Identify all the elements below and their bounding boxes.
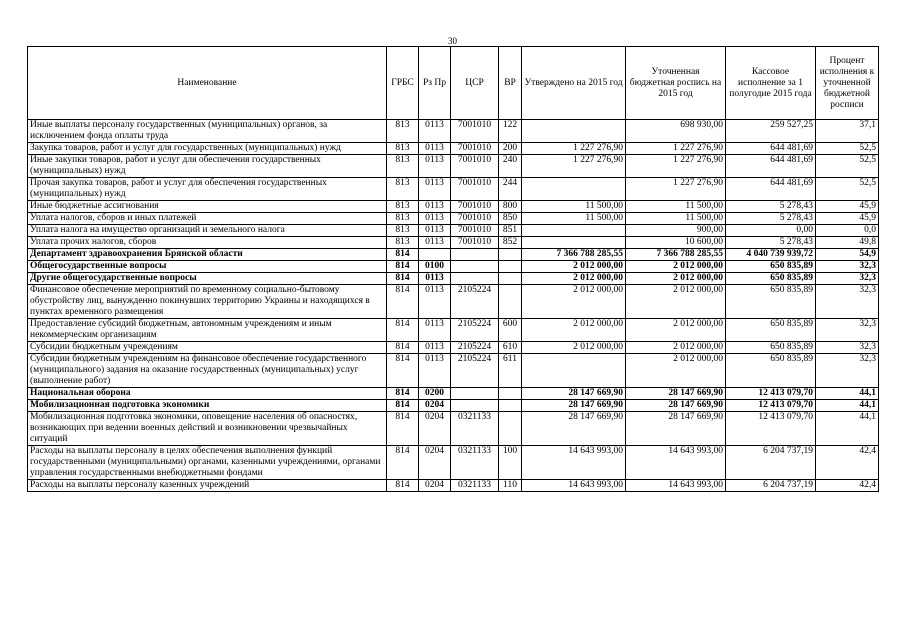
cell-refined: 1 227 276,90 — [626, 143, 726, 155]
cell-percent: 54,9 — [816, 249, 879, 261]
cell-name: Мобилизационная подготовка экономики, оповещение населения об опасностях, возникающих при ведении военных действий и возникновении чрезвычайных ситуаций — [28, 412, 387, 446]
cell-percent: 45,9 — [816, 201, 879, 213]
cell-vr — [499, 249, 522, 261]
header-rzpr: Рз Пр — [419, 47, 451, 120]
table-row — [28, 446, 879, 480]
cell-approved: 7 366 788 285,55 — [522, 249, 626, 261]
cell-refined: 2 012 000,00 — [626, 285, 726, 319]
cell-csr — [451, 388, 499, 400]
cell-vr: 110 — [499, 480, 522, 492]
cell-vr — [499, 400, 522, 412]
cell-refined: 2 012 000,00 — [626, 354, 726, 388]
cell-csr: 7001010 — [451, 120, 499, 143]
table-row — [28, 480, 879, 492]
cell-name: Общегосударственные вопросы — [28, 261, 387, 273]
cell-rzpr: 0113 — [419, 155, 451, 178]
cell-vr: 100 — [499, 446, 522, 480]
header-percent: Процент исполнения к уточненной бюджетной росписи — [816, 47, 879, 120]
cell-approved: 11 500,00 — [522, 201, 626, 213]
cell-csr — [451, 261, 499, 273]
cell-cash: 6 204 737,19 — [726, 446, 816, 480]
cell-cash: 12 413 079,70 — [726, 400, 816, 412]
cell-rzpr: 0204 — [419, 446, 451, 480]
cell-approved: 28 147 669,90 — [522, 400, 626, 412]
cell-grbs: 814 — [387, 249, 419, 261]
cell-rzpr — [419, 249, 451, 261]
cell-percent: 32,3 — [816, 319, 879, 342]
cell-rzpr: 0113 — [419, 319, 451, 342]
cell-grbs: 814 — [387, 446, 419, 480]
cell-rzpr: 0113 — [419, 143, 451, 155]
cell-rzpr: 0113 — [419, 237, 451, 249]
cell-name: Субсидии бюджетным учреждениям на финансовое обеспечение государственного (муниципального) задания на оказание государственных (муниципальных) услуг (выполнение работ) — [28, 354, 387, 388]
cell-vr: 610 — [499, 342, 522, 354]
cell-name: Другие общегосударственные вопросы — [28, 273, 387, 285]
cell-refined: 28 147 669,90 — [626, 412, 726, 446]
cell-csr: 2105224 — [451, 319, 499, 342]
cell-cash: 650 835,89 — [726, 273, 816, 285]
cell-csr: 7001010 — [451, 178, 499, 201]
table-row — [28, 342, 879, 354]
cell-approved: 28 147 669,90 — [522, 412, 626, 446]
cell-refined: 14 643 993,00 — [626, 480, 726, 492]
cell-cash: 12 413 079,70 — [726, 388, 816, 400]
cell-cash: 644 481,69 — [726, 155, 816, 178]
cell-refined: 28 147 669,90 — [626, 388, 726, 400]
cell-cash: 5 278,43 — [726, 237, 816, 249]
cell-refined: 2 012 000,00 — [626, 261, 726, 273]
table-row — [28, 285, 879, 319]
cell-percent: 32,3 — [816, 261, 879, 273]
cell-approved — [522, 237, 626, 249]
cell-approved: 2 012 000,00 — [522, 285, 626, 319]
cell-refined: 11 500,00 — [626, 213, 726, 225]
cell-csr — [451, 249, 499, 261]
cell-name: Уплата налогов, сборов и иных платежей — [28, 213, 387, 225]
cell-refined: 11 500,00 — [626, 201, 726, 213]
cell-percent: 42,4 — [816, 446, 879, 480]
cell-approved: 11 500,00 — [522, 213, 626, 225]
cell-csr — [451, 400, 499, 412]
cell-csr — [451, 273, 499, 285]
table-row — [28, 178, 879, 201]
cell-grbs: 813 — [387, 225, 419, 237]
cell-grbs: 813 — [387, 155, 419, 178]
cell-cash: 12 413 079,70 — [726, 412, 816, 446]
cell-grbs: 813 — [387, 143, 419, 155]
table-row — [28, 273, 879, 285]
cell-refined: 1 227 276,90 — [626, 178, 726, 201]
header-refined: Уточненная бюджетная роспись на 2015 год — [626, 47, 726, 120]
header-vr: ВР — [499, 47, 522, 120]
cell-name: Субсидии бюджетным учреждениям — [28, 342, 387, 354]
cell-cash: 4 040 739 939,72 — [726, 249, 816, 261]
table-row — [28, 213, 879, 225]
cell-percent: 0,0 — [816, 225, 879, 237]
cell-grbs: 814 — [387, 261, 419, 273]
cell-cash: 644 481,69 — [726, 143, 816, 155]
cell-refined: 2 012 000,00 — [626, 319, 726, 342]
cell-percent: 44,1 — [816, 388, 879, 400]
page-number: 30 — [448, 36, 457, 46]
cell-cash: 6 204 737,19 — [726, 480, 816, 492]
cell-csr: 7001010 — [451, 237, 499, 249]
header-cash: Кассовое исполнение за 1 полугодие 2015 года — [726, 47, 816, 120]
header-csr: ЦСР — [451, 47, 499, 120]
cell-vr: 800 — [499, 201, 522, 213]
cell-rzpr: 0204 — [419, 480, 451, 492]
cell-name: Департамент здравоохранения Брянской области — [28, 249, 387, 261]
cell-approved — [522, 354, 626, 388]
cell-grbs: 813 — [387, 201, 419, 213]
cell-name: Предоставление субсидий бюджетным, автономным учреждениям и иным некоммерческим организациям — [28, 319, 387, 342]
cell-cash: 650 835,89 — [726, 354, 816, 388]
cell-csr: 0321133 — [451, 446, 499, 480]
cell-cash: 0,00 — [726, 225, 816, 237]
cell-name: Иные бюджетные ассигнования — [28, 201, 387, 213]
cell-vr — [499, 388, 522, 400]
cell-vr — [499, 285, 522, 319]
cell-vr: 122 — [499, 120, 522, 143]
cell-approved: 2 012 000,00 — [522, 319, 626, 342]
cell-percent: 32,3 — [816, 342, 879, 354]
cell-percent: 52,5 — [816, 155, 879, 178]
cell-vr — [499, 273, 522, 285]
cell-name: Финансовое обеспечение мероприятий по временному социально-бытовому обустройству лиц, вынужденно покинувших территорию Украины и находящихся в пунктах временного размещения — [28, 285, 387, 319]
cell-percent: 44,1 — [816, 412, 879, 446]
cell-vr: 851 — [499, 225, 522, 237]
cell-approved: 2 012 000,00 — [522, 273, 626, 285]
cell-vr: 240 — [499, 155, 522, 178]
cell-grbs: 814 — [387, 388, 419, 400]
cell-refined: 10 600,00 — [626, 237, 726, 249]
cell-approved: 2 012 000,00 — [522, 342, 626, 354]
cell-csr: 0321133 — [451, 480, 499, 492]
cell-name: Уплата прочих налогов, сборов — [28, 237, 387, 249]
cell-approved: 2 012 000,00 — [522, 261, 626, 273]
cell-name: Прочая закупка товаров, работ и услуг для обеспечения государственных (муниципальных) нужд — [28, 178, 387, 201]
cell-csr: 7001010 — [451, 213, 499, 225]
cell-cash: 644 481,69 — [726, 178, 816, 201]
table-row — [28, 388, 879, 400]
cell-grbs: 814 — [387, 273, 419, 285]
cell-grbs: 813 — [387, 178, 419, 201]
cell-vr: 850 — [499, 213, 522, 225]
cell-grbs: 814 — [387, 480, 419, 492]
cell-rzpr: 0100 — [419, 261, 451, 273]
cell-grbs: 814 — [387, 354, 419, 388]
cell-vr: 200 — [499, 143, 522, 155]
cell-refined: 28 147 669,90 — [626, 400, 726, 412]
table-row — [28, 225, 879, 237]
cell-cash: 650 835,89 — [726, 319, 816, 342]
cell-name: Иные закупки товаров, работ и услуг для обеспечения государственных (муниципальных) нужд — [28, 155, 387, 178]
cell-percent: 52,5 — [816, 143, 879, 155]
table-body — [28, 120, 879, 492]
cell-vr: 600 — [499, 319, 522, 342]
cell-approved — [522, 120, 626, 143]
cell-percent: 44,1 — [816, 400, 879, 412]
header-grbs: ГРБС — [387, 47, 419, 120]
table-row — [28, 319, 879, 342]
cell-refined: 7 366 788 285,55 — [626, 249, 726, 261]
cell-percent: 52,5 — [816, 178, 879, 201]
cell-refined: 1 227 276,90 — [626, 155, 726, 178]
cell-csr: 0321133 — [451, 412, 499, 446]
cell-rzpr: 0113 — [419, 213, 451, 225]
cell-percent: 42,4 — [816, 480, 879, 492]
cell-grbs: 813 — [387, 237, 419, 249]
cell-name: Закупка товаров, работ и услуг для государственных (муниципальных) нужд — [28, 143, 387, 155]
header-name: Наименование — [28, 47, 387, 120]
cell-approved: 1 227 276,90 — [522, 155, 626, 178]
cell-rzpr: 0113 — [419, 342, 451, 354]
cell-rzpr: 0113 — [419, 273, 451, 285]
cell-csr: 7001010 — [451, 155, 499, 178]
cell-cash: 650 835,89 — [726, 342, 816, 354]
budget-table — [27, 46, 879, 492]
cell-grbs: 814 — [387, 319, 419, 342]
cell-percent: 45,9 — [816, 213, 879, 225]
cell-percent: 37,1 — [816, 120, 879, 143]
table-row — [28, 412, 879, 446]
cell-grbs: 813 — [387, 213, 419, 225]
cell-approved — [522, 178, 626, 201]
cell-csr: 2105224 — [451, 285, 499, 319]
cell-csr: 7001010 — [451, 143, 499, 155]
table-row — [28, 155, 879, 178]
cell-rzpr: 0113 — [419, 178, 451, 201]
cell-rzpr: 0113 — [419, 285, 451, 319]
cell-refined: 2 012 000,00 — [626, 273, 726, 285]
cell-name: Расходы на выплаты персоналу в целях обеспечения выполнения функций государственными (муниципальными) органами, казенными учреждениями, органами управления государственными внебюджетными фондами — [28, 446, 387, 480]
table-row — [28, 400, 879, 412]
cell-refined: 698 930,00 — [626, 120, 726, 143]
cell-rzpr: 0113 — [419, 225, 451, 237]
cell-rzpr: 0204 — [419, 400, 451, 412]
cell-csr: 7001010 — [451, 225, 499, 237]
cell-percent: 49,8 — [816, 237, 879, 249]
cell-name: Уплата налога на имущество организаций и земельного налога — [28, 225, 387, 237]
cell-vr: 611 — [499, 354, 522, 388]
cell-grbs: 814 — [387, 400, 419, 412]
cell-approved: 1 227 276,90 — [522, 143, 626, 155]
cell-vr: 244 — [499, 178, 522, 201]
cell-refined: 2 012 000,00 — [626, 342, 726, 354]
cell-rzpr: 0204 — [419, 412, 451, 446]
table-row — [28, 120, 879, 143]
table-row — [28, 201, 879, 213]
cell-percent: 32,3 — [816, 285, 879, 319]
cell-cash: 650 835,89 — [726, 261, 816, 273]
cell-cash: 5 278,43 — [726, 213, 816, 225]
table-header-row — [28, 47, 879, 120]
table-row — [28, 237, 879, 249]
cell-grbs: 814 — [387, 285, 419, 319]
cell-rzpr: 0113 — [419, 120, 451, 143]
cell-name: Расходы на выплаты персоналу казенных учреждений — [28, 480, 387, 492]
cell-vr — [499, 261, 522, 273]
cell-csr: 2105224 — [451, 354, 499, 388]
cell-name: Мобилизационная подготовка экономики — [28, 400, 387, 412]
table-row — [28, 143, 879, 155]
cell-vr — [499, 412, 522, 446]
cell-approved: 14 643 993,00 — [522, 446, 626, 480]
cell-refined: 900,00 — [626, 225, 726, 237]
cell-approved: 28 147 669,90 — [522, 388, 626, 400]
cell-cash: 259 527,25 — [726, 120, 816, 143]
cell-grbs: 813 — [387, 120, 419, 143]
table-row — [28, 354, 879, 388]
cell-vr: 852 — [499, 237, 522, 249]
cell-rzpr: 0113 — [419, 354, 451, 388]
header-approved: Утверждено на 2015 год — [522, 47, 626, 120]
table-row — [28, 261, 879, 273]
cell-grbs: 814 — [387, 412, 419, 446]
cell-cash: 650 835,89 — [726, 285, 816, 319]
cell-percent: 32,3 — [816, 354, 879, 388]
cell-name: Иные выплаты персоналу государственных (муниципальных) органов, за исключением фонда оплаты труда — [28, 120, 387, 143]
cell-percent: 32,3 — [816, 273, 879, 285]
cell-cash: 5 278,43 — [726, 201, 816, 213]
cell-rzpr: 0113 — [419, 201, 451, 213]
cell-refined: 14 643 993,00 — [626, 446, 726, 480]
cell-csr: 7001010 — [451, 201, 499, 213]
cell-rzpr: 0200 — [419, 388, 451, 400]
table-row — [28, 249, 879, 261]
cell-csr: 2105224 — [451, 342, 499, 354]
cell-approved — [522, 225, 626, 237]
cell-grbs: 814 — [387, 342, 419, 354]
cell-approved: 14 643 993,00 — [522, 480, 626, 492]
cell-name: Национальная оборона — [28, 388, 387, 400]
